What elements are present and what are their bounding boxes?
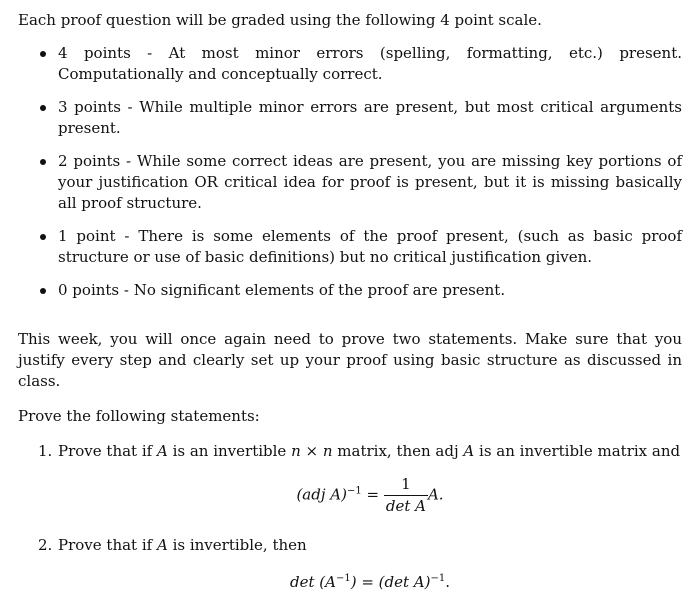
equation-fraction [384,474,428,517]
statement-text-part: Prove that if [58,536,157,554]
statement-text-part: is invertible, then [167,536,307,554]
grading-scale-item: 3 points - While multiple minor errors are present, but most critical arguments present. [38,97,682,139]
grading-scale-item: 0 points - No significant elements of the proof are present. [38,280,682,301]
statement-item [38,441,682,517]
statement-number: 1. [38,442,53,460]
statement-text-part: matrix, then adj [332,442,464,460]
equation-superscript: −1 [335,573,351,584]
statement-text [58,441,682,462]
fraction-numerator: 1 [384,474,428,496]
grading-scale-list [18,43,682,301]
equation-lhs: det (A [289,573,336,591]
math-variable: n × n [291,442,333,460]
equation-superscript: −1 [346,485,362,497]
grading-scale-item: 1 point - There is some elements of the proof present, (such as basic proof structure or use of basic definitions) but no critical justification given. [38,226,682,268]
equation-middle: ) = (det A) [350,573,431,591]
statements-list [18,441,682,593]
grading-scale-item: 2 points - While some correct ideas are present, you are missing key portions of your justification OR critical idea for proof is present, but it is missing basically all proof structure. [38,151,682,214]
equation-equals: = [366,485,380,504]
equation-superscript: −1 [430,573,446,584]
week-instructions: This week, you will once again need to prove two statements. Make sure that you justify every step and clearly set up your proof using basic structure as discussed in class. [18,330,682,390]
math-variable: A [156,536,168,554]
grading-intro: Each proof question will be graded using the following 4 point scale. [18,11,542,29]
grading-scale-item: 4 points - At most minor errors (spelling, formatting, etc.) present. Computationally and conceptually correct. [38,43,682,85]
statement-item [38,535,682,593]
equation-1 [58,474,682,517]
math-variable: A [463,442,475,460]
statement-text-part: is an invertible matrix and [474,442,681,460]
statement-text [58,535,682,556]
statement-text-part: Prove that if [58,442,157,460]
equation-rhs: A. [427,485,444,504]
equation-end: . [445,573,451,591]
statement-number: 2. [38,536,53,554]
prove-heading: Prove the following statements: [18,407,260,425]
fraction-denominator: det A [385,497,426,515]
statement-text-part: is an invertible [167,442,292,460]
equation-lhs: (adj A) [296,485,347,504]
equation-2 [58,568,682,593]
math-variable: A [156,442,168,460]
